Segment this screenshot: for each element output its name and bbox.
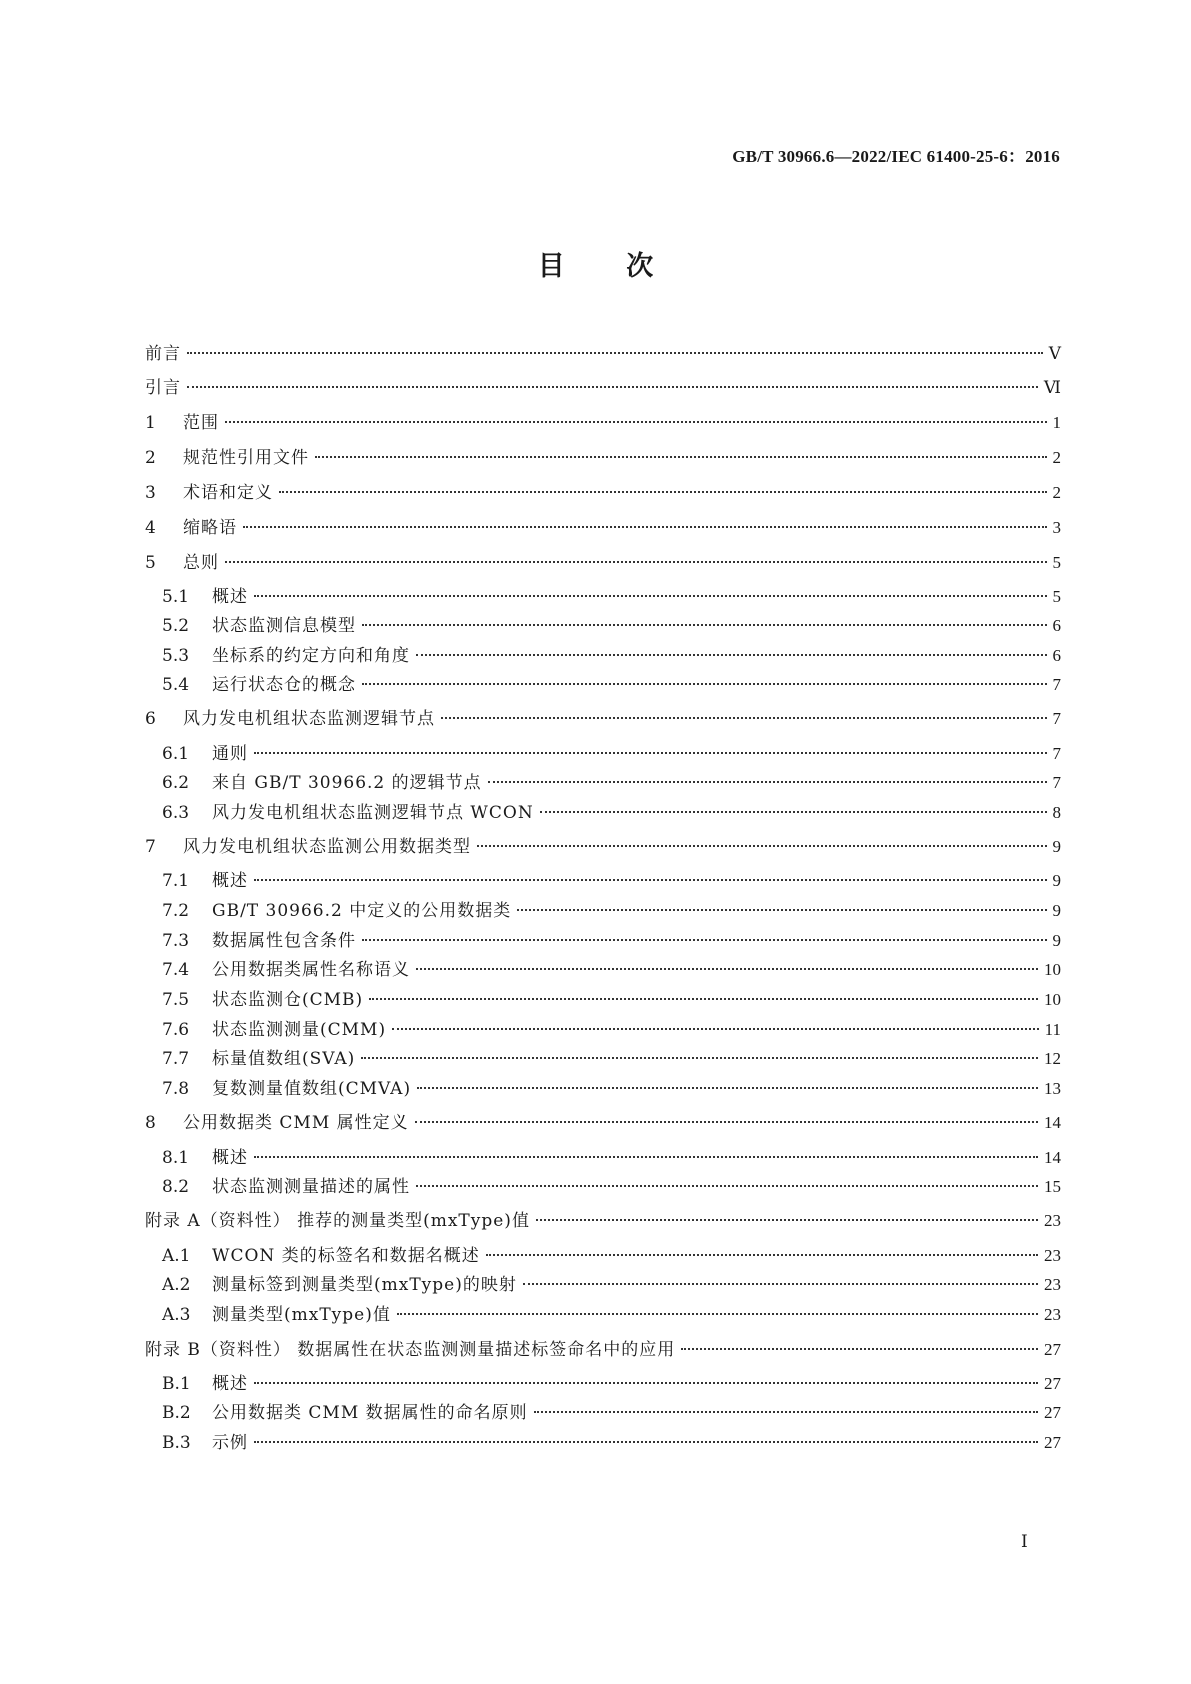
toc-leader-dots [477,845,1047,847]
toc-entry[interactable] [162,899,1061,923]
toc-entry-number: 7.7 [162,1049,190,1069]
toc-entry-page: 5 [1052,587,1061,606]
toc-entry-number: 7.8 [162,1079,190,1099]
toc-entry[interactable] [162,1303,1061,1327]
toc-entry-number: 5.3 [162,646,190,666]
toc-entry-label: 风力发电机组状态监测逻辑节点 WCON [212,803,534,823]
toc-entry-number: 6.3 [162,803,190,823]
toc-entry[interactable] [162,1372,1061,1396]
toc-entry-label: 示例 [212,1433,248,1453]
toc-entry[interactable] [162,614,1061,638]
toc-entry[interactable] [162,742,1061,766]
toc-entry-page: 7 [1052,773,1061,792]
toc-leader-dots [362,683,1047,685]
toc-entry[interactable] [162,958,1061,982]
toc-leader-dots [416,654,1047,656]
toc-leader-dots [254,1156,1038,1158]
toc-entry-page: 6 [1052,616,1061,635]
toc-entry[interactable] [162,673,1061,697]
toc-entry-label: 概述 [212,1148,248,1168]
toc-entry-page: 11 [1044,1020,1061,1039]
toc-entry-label: 术语和定义 [183,483,273,503]
toc-entry-number: 2 [145,448,156,468]
toc-entry-number: 5.4 [162,675,190,695]
toc-entry-page: 6 [1052,646,1061,665]
toc-entry-page: 23 [1044,1246,1061,1265]
toc-entry[interactable] [162,929,1061,953]
toc-entry[interactable] [145,1338,1061,1362]
toc-entry-label: 概述 [212,871,248,891]
toc-entry-page: 3 [1052,518,1061,537]
toc-leader-dots [362,624,1047,626]
toc-entry-label: 附录 A（资料性） 推荐的测量类型(mxType)值 [145,1211,530,1231]
toc-leader-dots [534,1411,1038,1413]
toc-entry-number: B.3 [162,1433,191,1453]
toc-leader-dots [254,752,1047,754]
standard-code: GB/T 30966.6—2022/IEC 61400-25-6：2016 [732,147,1060,166]
toc-entry-label: 风力发电机组状态监测逻辑节点 [183,709,435,729]
toc-entry[interactable] [145,551,1061,575]
toc-entry-label: 来自 GB/T 30966.2 的逻辑节点 [212,773,482,793]
toc-entry-number: 7.2 [162,901,190,921]
toc-leader-dots [517,909,1046,911]
toc-leader-dots [361,1057,1038,1059]
toc-leader-dots [254,595,1047,597]
toc-entry[interactable] [162,1273,1061,1297]
toc-entry[interactable] [162,1018,1061,1042]
toc-entry-page: 12 [1044,1049,1061,1068]
toc-entry[interactable] [145,342,1061,366]
toc-entry[interactable] [145,1209,1061,1233]
toc-entry[interactable] [145,481,1061,505]
toc-entry-number: B.1 [162,1374,191,1394]
toc-entry-number: 7.5 [162,990,190,1010]
toc-entry-label: 状态监测信息模型 [212,616,356,636]
toc-leader-dots [315,456,1047,458]
toc-leader-dots [243,526,1047,528]
toc-leader-dots [417,1087,1038,1089]
toc-entry-page: 13 [1044,1079,1061,1098]
toc-entry-label: 风力发电机组状态监测公用数据类型 [183,837,471,857]
toc-entry-label: 规范性引用文件 [183,448,309,468]
toc-entry-label: 总则 [183,553,219,573]
toc-entry[interactable] [162,1244,1061,1268]
toc-entry[interactable] [162,771,1061,795]
toc-entry-label: 概述 [212,587,248,607]
toc-leader-dots [681,1348,1038,1350]
toc-leader-dots [362,939,1047,941]
toc-entry-page: 7 [1052,744,1061,763]
toc-entry[interactable] [162,585,1061,609]
toc-leader-dots [225,421,1047,423]
toc-leader-dots [279,491,1047,493]
toc-leader-dots [416,968,1038,970]
toc-entry[interactable] [162,1146,1061,1170]
toc-entry-number: 5 [145,553,156,573]
toc-entry-label: 通则 [212,744,248,764]
toc-entry-number: 1 [145,413,156,433]
toc-entry-page: 9 [1052,931,1061,950]
toc-entry[interactable] [145,446,1061,470]
toc-entry[interactable] [162,988,1061,1012]
toc-entry[interactable] [162,1047,1061,1071]
toc-entry-label: 范围 [183,413,219,433]
toc-leader-dots [416,1185,1038,1187]
toc-leader-dots [523,1283,1038,1285]
toc-entry-label: 状态监测仓(CMB) [212,990,364,1010]
page-title: 目 次 [537,251,654,282]
toc-entry[interactable] [162,1175,1061,1199]
toc-leader-dots [187,386,1038,388]
toc-entry[interactable] [162,801,1061,825]
toc-entry[interactable] [145,1111,1061,1135]
toc-entry-page: 10 [1044,960,1061,979]
toc-leader-dots [369,998,1038,1000]
toc-entry-page: 7 [1052,675,1061,694]
toc-entry-page: 23 [1044,1211,1061,1230]
toc-entry-label: 附录 B（资料性） 数据属性在状态监测测量描述标签命名中的应用 [145,1340,676,1360]
toc-entry-page: 27 [1044,1433,1061,1452]
toc-entry[interactable] [162,1431,1061,1455]
toc-leader-dots [392,1028,1039,1030]
toc-entry-page: 23 [1044,1275,1061,1294]
toc-entry-number: 8.1 [162,1148,190,1168]
toc-leader-dots [254,879,1047,881]
toc-entry-page: 9 [1052,871,1061,890]
toc-entry-page: 8 [1052,803,1061,822]
toc-entry-number: 6.2 [162,773,190,793]
toc-entry-label: 公用数据类属性名称语义 [212,960,410,980]
toc-entry-page: 14 [1044,1148,1061,1167]
toc-leader-dots [536,1219,1038,1221]
toc-entry-number: 8.2 [162,1177,190,1197]
toc-entry-number: 5.1 [162,587,190,607]
toc-entry-label: 状态监测测量描述的属性 [212,1177,410,1197]
toc-leader-dots [397,1313,1038,1315]
toc-entry-page: Ⅵ [1043,378,1061,397]
toc-entry-label: GB/T 30966.2 中定义的公用数据类 [212,901,512,921]
toc-entry-page: 15 [1044,1177,1061,1196]
toc-entry-page: 9 [1052,837,1061,856]
toc-entry-label: 状态监测测量(CMM) [212,1020,387,1040]
toc-entry-page: 14 [1044,1113,1061,1132]
toc-leader-dots [441,717,1047,719]
toc-entry-page: 7 [1052,709,1061,728]
toc-leader-dots [415,1121,1038,1123]
toc-entry-page: 2 [1052,448,1061,467]
toc-entry[interactable] [162,869,1061,893]
toc-entry[interactable] [145,376,1061,400]
toc-entry-number: 7.4 [162,960,190,980]
toc-entry-label: 标量值数组(SVA) [212,1049,356,1069]
toc-entry-label: 数据属性包含条件 [212,931,356,951]
toc-entry-label: 公用数据类 CMM 属性定义 [183,1113,409,1133]
toc-entry-number: 7 [145,837,156,857]
toc-entry-label: 引言 [145,378,181,398]
toc-entry-number: A.2 [162,1275,191,1295]
toc-entry-number: 6 [145,709,156,729]
toc-entry-page: 27 [1044,1403,1061,1422]
toc-entry-number: 7.1 [162,871,190,891]
toc-leader-dots [254,1441,1038,1443]
toc-leader-dots [254,1382,1038,1384]
toc-leader-dots [488,781,1047,783]
toc-entry-page: Ⅴ [1048,344,1061,363]
toc-entry[interactable] [145,411,1061,435]
toc-entry-number: 7.6 [162,1020,190,1040]
toc-entry-label: 前言 [145,344,181,364]
toc-entry-number: 3 [145,483,156,503]
toc-entry-number: B.2 [162,1403,191,1423]
toc-entry-label: 公用数据类 CMM 数据属性的命名原则 [212,1403,528,1423]
toc-leader-dots [187,352,1043,354]
toc-entry-number: 8 [145,1113,156,1133]
toc-entry-number: 4 [145,518,156,538]
toc-entry-page: 1 [1052,413,1061,432]
toc-leader-dots [225,561,1047,563]
toc-entry-label: 缩略语 [183,518,237,538]
toc-entry[interactable] [162,644,1061,668]
page-number: Ⅰ [1021,1532,1028,1551]
toc-entry[interactable] [162,1401,1061,1425]
toc-entry-page: 5 [1052,553,1061,572]
toc-entry-number: 7.3 [162,931,190,951]
toc-leader-dots [486,1254,1038,1256]
toc-entry[interactable] [162,1077,1061,1101]
toc-entry-label: 复数测量值数组(CMVA) [212,1079,412,1099]
toc-entry-label: 概述 [212,1374,248,1394]
toc-entry-label: 测量类型(mxType)值 [212,1305,391,1325]
toc-entry-page: 9 [1052,901,1061,920]
toc-entry-page: 27 [1044,1340,1061,1359]
toc-entry-label: WCON 类的标签名和数据名概述 [212,1246,480,1266]
toc-entry-number: A.1 [162,1246,191,1266]
toc-entry[interactable] [145,835,1061,859]
toc-entry-page: 23 [1044,1305,1061,1324]
toc-entry-number: 6.1 [162,744,190,764]
toc-entry-page: 10 [1044,990,1061,1009]
toc-leader-dots [540,811,1047,813]
toc-entry-label: 测量标签到测量类型(mxType)的映射 [212,1275,517,1295]
toc-entry[interactable] [145,516,1061,540]
toc-entry-number: A.3 [162,1305,191,1325]
toc-entry-number: 5.2 [162,616,190,636]
toc-entry-label: 坐标系的约定方向和角度 [212,646,410,666]
toc-entry-page: 2 [1052,483,1061,502]
toc-entry[interactable] [145,707,1061,731]
toc-entry-label: 运行状态仓的概念 [212,675,356,695]
toc-entry-page: 27 [1044,1374,1061,1393]
